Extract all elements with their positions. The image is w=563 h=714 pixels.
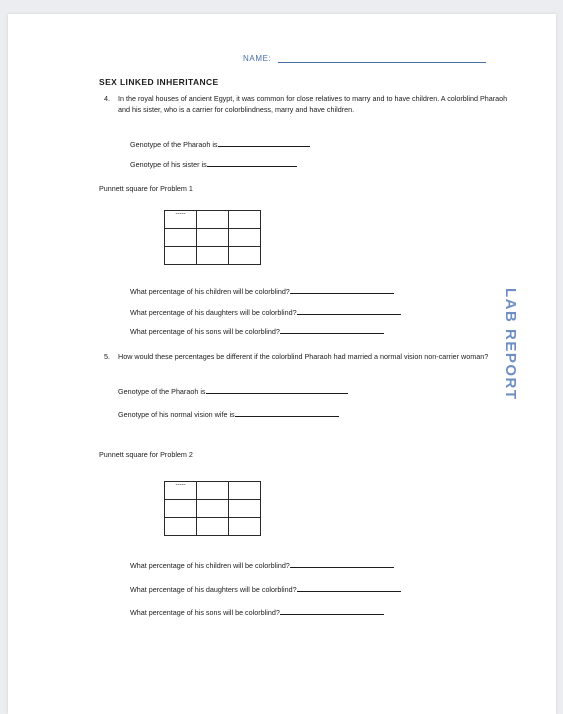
percent-2-daughters-blank[interactable]	[297, 584, 401, 592]
name-field-line[interactable]	[278, 62, 486, 63]
percent-1-sons-label: What percentage of his sons will be colorblind?	[130, 327, 280, 336]
worksheet-page	[8, 14, 556, 714]
percent-1-daughters-label: What percentage of his daughters will be colorblind?	[130, 308, 297, 317]
worksheet-title: SEX LINKED INHERITANCE	[99, 77, 219, 87]
lab-report-side-label: LAB REPORT	[502, 288, 519, 401]
genotype-pharaoh-blank[interactable]	[218, 139, 310, 147]
punnett-1-corner-cell: -----	[165, 211, 197, 229]
punnett-1-cell[interactable]	[165, 247, 197, 265]
punnett-1-cell[interactable]	[229, 247, 261, 265]
percent-1-daughters-blank[interactable]	[297, 307, 401, 315]
genotype-wife-blank[interactable]	[235, 409, 339, 417]
punnett-2-cell[interactable]	[229, 500, 261, 518]
punnett-2-corner-cell: -----	[165, 482, 197, 500]
percent-2-sons-label: What percentage of his sons will be colorblind?	[130, 608, 280, 617]
punnett-1-cell[interactable]	[197, 247, 229, 265]
punnett-1-cell[interactable]	[165, 229, 197, 247]
problem-5-genotype-wife	[118, 409, 339, 419]
percent-2-sons-blank[interactable]	[280, 607, 384, 615]
percent-2-daughters-label: What percentage of his daughters will be colorblind?	[130, 585, 297, 594]
problem-4-genotype-sister	[130, 159, 297, 169]
punnett-2-cell[interactable]	[229, 518, 261, 536]
problem-4-number: 4.	[104, 94, 110, 103]
problem-5-genotype-pharaoh	[118, 386, 348, 396]
percent-1-children-label: What percentage of his children will be colorblind?	[130, 287, 290, 296]
name-label: NAME:	[243, 54, 272, 63]
percent-1-children-blank[interactable]	[290, 286, 394, 294]
genotype-pharaoh-5-label: Genotype of the Pharaoh is	[118, 387, 206, 396]
percent-2-children	[130, 560, 394, 570]
percent-2-children-blank[interactable]	[290, 560, 394, 568]
percent-1-children	[130, 286, 394, 296]
percent-1-sons	[130, 326, 384, 336]
punnett-1-cell[interactable]	[229, 229, 261, 247]
genotype-pharaoh-5-blank[interactable]	[206, 386, 348, 394]
punnett-1-cell[interactable]	[197, 211, 229, 229]
percent-2-children-label: What percentage of his children will be colorblind?	[130, 561, 290, 570]
punnett-square-2	[164, 481, 261, 536]
punnett-2-label: Punnett square for Problem 2	[99, 450, 193, 459]
punnett-2-cell[interactable]	[229, 482, 261, 500]
punnett-2-cell[interactable]	[197, 500, 229, 518]
punnett-2-cell[interactable]	[197, 482, 229, 500]
problem-5-number: 5.	[104, 352, 110, 361]
punnett-1-label: Punnett square for Problem 1	[99, 184, 193, 193]
percent-1-sons-blank[interactable]	[280, 326, 384, 334]
percent-2-sons	[130, 607, 384, 617]
genotype-sister-blank[interactable]	[207, 159, 297, 167]
punnett-2-cell[interactable]	[165, 500, 197, 518]
punnett-1-cell[interactable]	[197, 229, 229, 247]
punnett-2-cell[interactable]	[197, 518, 229, 536]
genotype-sister-label: Genotype of his sister is	[130, 160, 207, 169]
problem-5-text: How would these percentages be different if the colorblind Pharaoh had married a normal vision non-carrier woman?	[118, 352, 489, 361]
problem-4-genotype-pharaoh	[130, 139, 310, 149]
punnett-1-cell[interactable]	[229, 211, 261, 229]
percent-2-daughters	[130, 584, 401, 594]
problem-4-text: In the royal houses of ancient Egypt, it was common for close relatives to marry and to have children. A colorblind Pharaoh and his sister, who is a carrier for colorblindness, marry and have children.	[118, 94, 508, 114]
punnett-2-cell[interactable]	[165, 518, 197, 536]
genotype-wife-label: Genotype of his normal vision wife is	[118, 410, 235, 419]
punnett-square-1	[164, 210, 261, 265]
genotype-pharaoh-label: Genotype of the Pharaoh is	[130, 140, 218, 149]
percent-1-daughters	[130, 307, 401, 317]
